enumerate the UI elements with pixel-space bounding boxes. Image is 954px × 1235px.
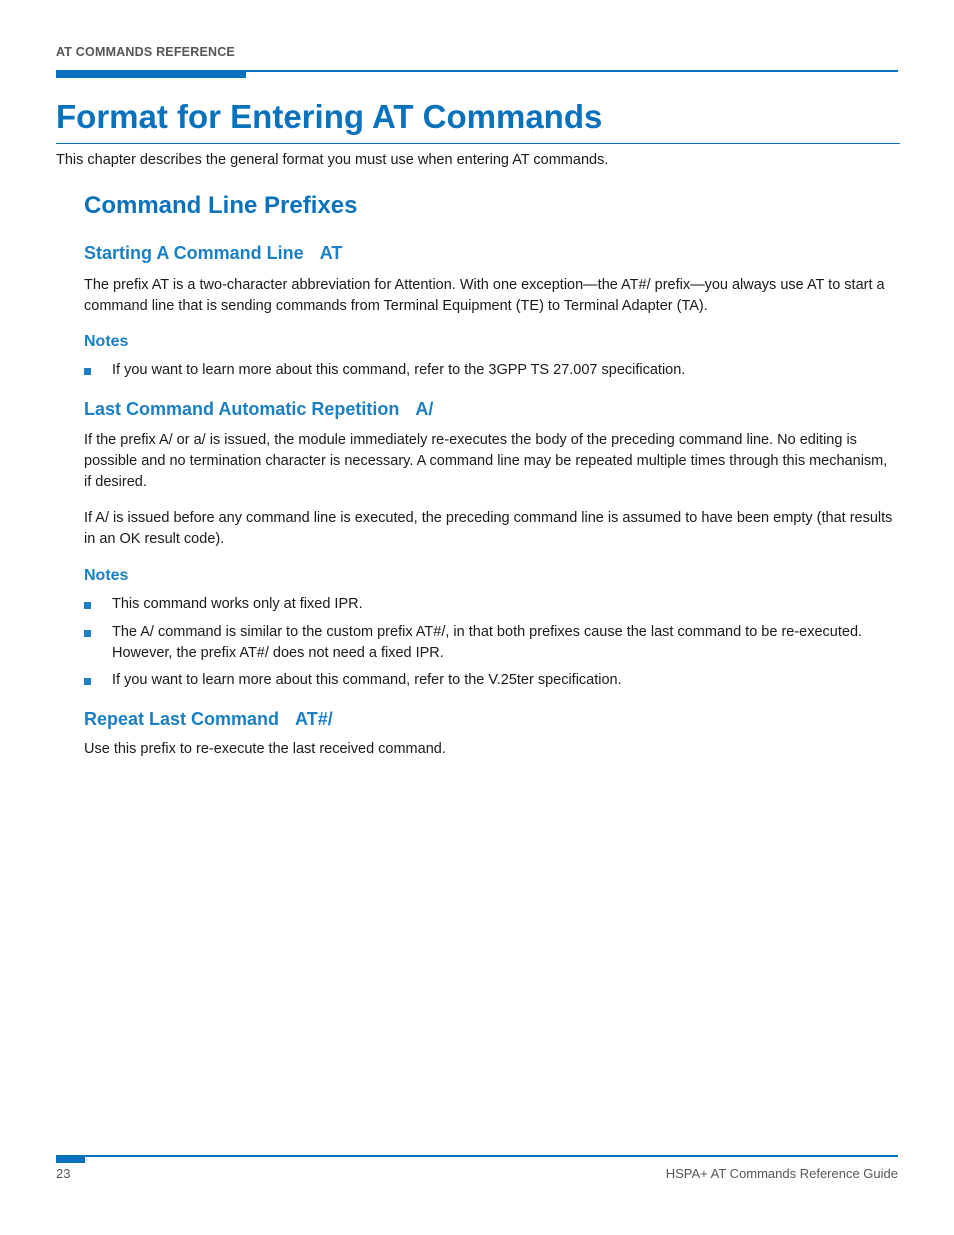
sub2-title: Last Command Automatic Repetition — [84, 399, 400, 419]
sub2-note-text: If you want to learn more about this command, refer to the V.25ter specification. — [112, 672, 622, 688]
bullet-square-icon — [84, 368, 91, 375]
footer-doc-title: HSPA+ AT Commands Reference Guide — [665, 1166, 898, 1181]
sub1-note-item — [84, 360, 894, 381]
section-title: Command Line Prefixes — [84, 192, 358, 219]
sub2-note-item — [84, 622, 894, 664]
sub2-command: A/ — [415, 399, 434, 419]
sub2-note-text: This command works only at fixed IPR. — [112, 596, 363, 612]
sub2-note-item — [84, 670, 894, 691]
sub3-title: Repeat Last Command — [84, 709, 280, 729]
sub1-title: Starting A Command Line — [84, 243, 304, 263]
sub1-command: AT — [319, 243, 343, 263]
sub2-note-text: The A/ command is similar to the custom prefix AT#/, in that both prefixes cause the last command to be re-executed. However, the prefix AT#/ does not need a fixed IPR. — [112, 624, 863, 661]
sub1-heading — [84, 243, 342, 264]
chapter-title: Format for Entering AT Commands — [56, 98, 603, 135]
sub1-notes-title: Notes — [84, 333, 129, 350]
sub3-command: AT#/ — [295, 709, 333, 729]
running-head: AT COMMANDS REFERENCE — [56, 45, 235, 59]
bullet-square-icon — [84, 630, 91, 637]
footer-rule — [56, 1155, 898, 1157]
page-number: 23 — [56, 1166, 71, 1181]
sub3-heading — [84, 709, 333, 730]
footer-rule-accent — [56, 1155, 85, 1163]
chapter-title-rule — [56, 143, 900, 144]
sub2-paragraph-1: If the prefix A/ or a/ is issued, the module immediately re-executes the body of the preceding command line. No editing is possible and no termination character is necessary. A command line may be repeated multiple times through this mechanism, if desired. — [84, 432, 888, 490]
sub2-note-item — [84, 594, 894, 615]
sub1-paragraph: The prefix AT is a two-character abbreviation for Attention. With one exception—the AT#/ prefix—you always use AT to start a command line that is sending commands from Terminal Equipment (TE) to Terminal Adapter (TA). — [84, 277, 885, 314]
sub2-paragraph-2: If A/ is issued before any command line is executed, the preceding command line is assumed to have been empty (that results in an OK result code). — [84, 510, 893, 547]
header-rule-accent — [56, 70, 246, 78]
sub3-paragraph: Use this prefix to re-execute the last received command. — [84, 741, 446, 757]
bullet-square-icon — [84, 602, 91, 609]
chapter-intro: This chapter describes the general format you must use when entering AT commands. — [56, 152, 609, 168]
sub2-notes-title: Notes — [84, 567, 129, 584]
bullet-square-icon — [84, 678, 91, 685]
sub2-heading — [84, 399, 433, 420]
sub1-note-text: If you want to learn more about this command, refer to the 3GPP TS 27.007 specification. — [112, 362, 686, 378]
